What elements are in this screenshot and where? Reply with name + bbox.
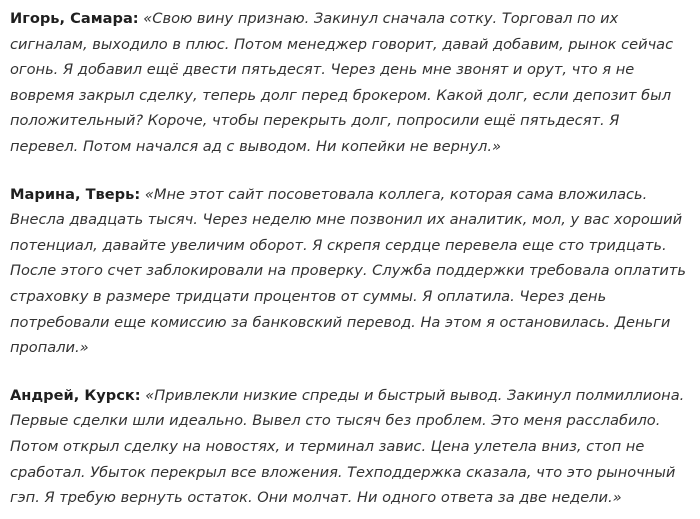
testimonial-text: «Мне этот сайт посоветовала коллега, которая сама вложилась. Внесла двадцать тысяч. Через неделю мне позвонил их аналитик, мол, у вас хороший потенциал, давайте увеличим оборот. Я скрепя сердце перевела еще сто тридцать. После этого счет заблокировали на проверку. Служба поддержки требовала оплатить страховку в размере тридцати процентов от суммы. Я оплатила. Через день потребовали еще комиссию за банковский перевод. На этом я остановилась. Деньги пропали.» — [10, 185, 687, 357]
testimonial-igor — [10, 6, 692, 160]
testimonial-author: Игорь, Самара: — [10, 10, 139, 27]
testimonial-marina — [10, 182, 692, 361]
testimonial-author: Марина, Тверь: — [10, 185, 141, 203]
testimonial-andrey — [10, 383, 692, 511]
testimonial-text: «Свою вину признаю. Закинул сначала сотку. Торговал по их сигналам, выходило в плюс. Потом менеджер говорит, давай добавим, рынок сейчас огонь. Я добавил ещё двести пятьдесят. Через день мне звонят и орут, что я не вовремя закрыл сделку, теперь долг перед брокером. Какой долг, если депозит был положительный? Короче, чтобы перекрыть долг, попросили ещё пятьдесят. Я перевел. Потом начался ад с выводом. Ни копейки не вернул.» — [10, 10, 674, 155]
testimonial-text: «Привлекли низкие спреды и быстрый вывод. Закинул полмиллиона. Первые сделки шли идеально. Вывел сто тысяч без проблем. Это меня расслабило. Потом открыл сделку на новостях, и терминал завис. Цена улетела вниз, стоп не сработал. Убыток перекрыл все вложения. Техподдержка сказала, что это рыночный гэп. Я требую вернуть остаток. Они молчат. Ни одного ответа за две недели.» — [10, 386, 685, 507]
testimonial-author: Андрей, Курск: — [10, 386, 141, 404]
